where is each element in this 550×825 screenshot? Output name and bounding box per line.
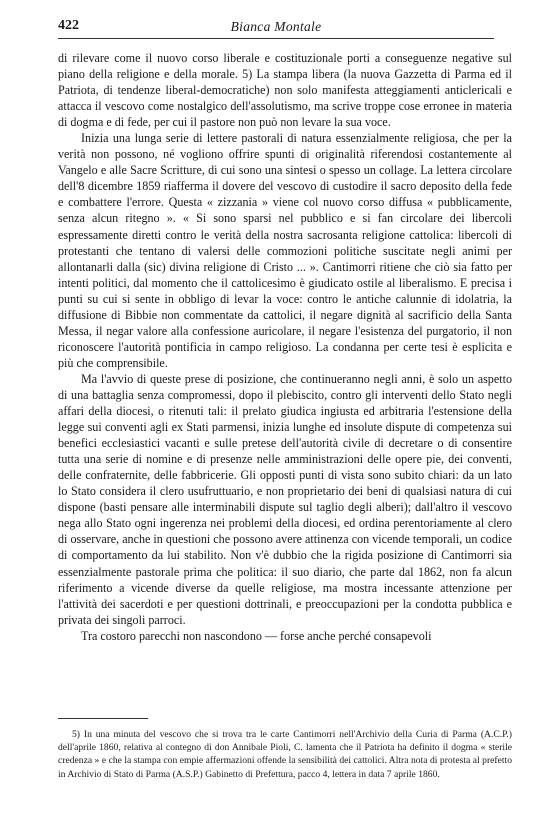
footnote-5: 5) In una minuta del vescovo che si trova tra le carte Cantimorri nell'Archivio della Curia di Parma (A.C.P.) dell'aprile 1860, relativa al contegno di don Annibale Pioli, C. lamenta che il Patriota ha definito il dogma « sterile credenza » e che la stampa con empie affermazioni offende la sensibilità dei cattolici. Altra nota di protesta al prefetto in Archivio di Stato di Parma (A.S.P.) Gabinetto di Prefettura, pacco 4, lettera in data 7 aprile 1860.: [58, 729, 512, 780]
paragraph-4: Tra costoro parecchi non nascondono — forse anche perché consapevoli: [81, 628, 432, 643]
page-number: 422: [58, 18, 79, 33]
paragraph-1: di rilevare come il nuovo corso liberale e costituzionale porti a conseguenze negative sul piano della religione e della morale. 5) La stampa libera (la nuova Gazzetta di Parma ed il Patriota, di tendenze liberal-democratiche) non solo manifesta atteggiamenti anticlericali e attacca il vescovo come nostalgico dell'assolutismo, ma scrive troppe cose erronee in materia di dogma e di fede, per cui il pastore non può non levare la sua voce.: [58, 51, 512, 130]
footnotes: [58, 728, 512, 781]
page-header: [58, 16, 494, 39]
running-title: Bianca Montale: [230, 19, 322, 34]
paragraph-3: Ma l'avvio di queste prese di posizione, che continueranno negli anni, è solo un aspetto di una battaglia senza compromessi, dopo il plebiscito, contro gli interventi dello Stato negli affari della diocesi, o ritenuti tali: il prelato giudica ingiusta ed arbitraria l'estensione della legge sui conventi agli ex Stati parmensi, inizia lunghe ed insolute dispute di competenza sui benefici ecclesiastici vacanti e sulle pretese dell'autorità civile di decretare o di consentire tutta una serie di nomine e di presenze nelle amministrazioni delle opere pie, dei conventi, delle confraternite, delle fabbricerie. Gli opposti punti di vista sono subito chiari: da un lato lo Stato considera il clero usufruttuario, e non proprietario dei beni di qualsiasi natura di cui dispone (basti pensare alle interminabili dispute sul taglio degli alberi); dall'altro il vescovo nega allo Stato ogni ingerenza nei problemi della diocesi, ed ordina perentoriamente al clero di osservare, anche in questioni che possono avere attinenza con vicende temporali, un codice di comportamento da lui stabilito. Non v'è dubbio che la rigida posizione di Cantimorri sia essenzialmente pastorale prima che politica: il suo diario, che parte dal 1862, non fa alcun riferimento a vicende diverse da quelle religiose, ma mostra incessante attenzione per l'attività dei sacerdoti e per questioni dottrinali, e preoccupazioni per la condotta pubblica e privata dei singoli parroci.: [58, 371, 512, 627]
paragraph-2: Inizia una lunga serie di lettere pastorali di natura essenzialmente religiosa, che per la verità non possono, né vogliono offrire spunti di originalità riferendosi costantemente al Vangelo e alle Sacre Scritture, di cui sono una sintesi o spesso un collage. La lettera circolare dell'8 dicembre 1859 riafferma il dovere del vescovo di custodire il sacro deposito della fede e combattere l'errore. Questa « zizzania » viene col nuovo corso diffusa « pubblicamente, senza alcun ritegno ». « Si sono sparsi nel pubblico e si fan circolare dei libercoli espressamente diretti contro le verità della nostra sacrosanta religione cattolica: libercoli di protestanti che tentano di valersi delle commozioni politiche suscitate negli animi per allontanarli dalla (sic) divina religione di Cristo ... ». Cantimorri ritiene che ciò sia fatto per intenti politici, dal momento che il cattolicesimo è giudicato ostile al liberalismo. E precisa i punti su cui si sente in obbligo di levar la voce: contro le antiche calunnie di idolatria, la diffusione di Bibbie non commentate da cattolici, il negare dignità al sacrificio della Santa Messa, il negar valore alla confessione auricolare, il negare l'esistenza del purgatorio, il non riconoscere l'autorità pontificia in campo religioso. La condanna per certe tesi è esplicita e più che comprensibile.: [58, 131, 512, 370]
main-text: [58, 50, 512, 644]
footnote-divider: [58, 718, 148, 719]
